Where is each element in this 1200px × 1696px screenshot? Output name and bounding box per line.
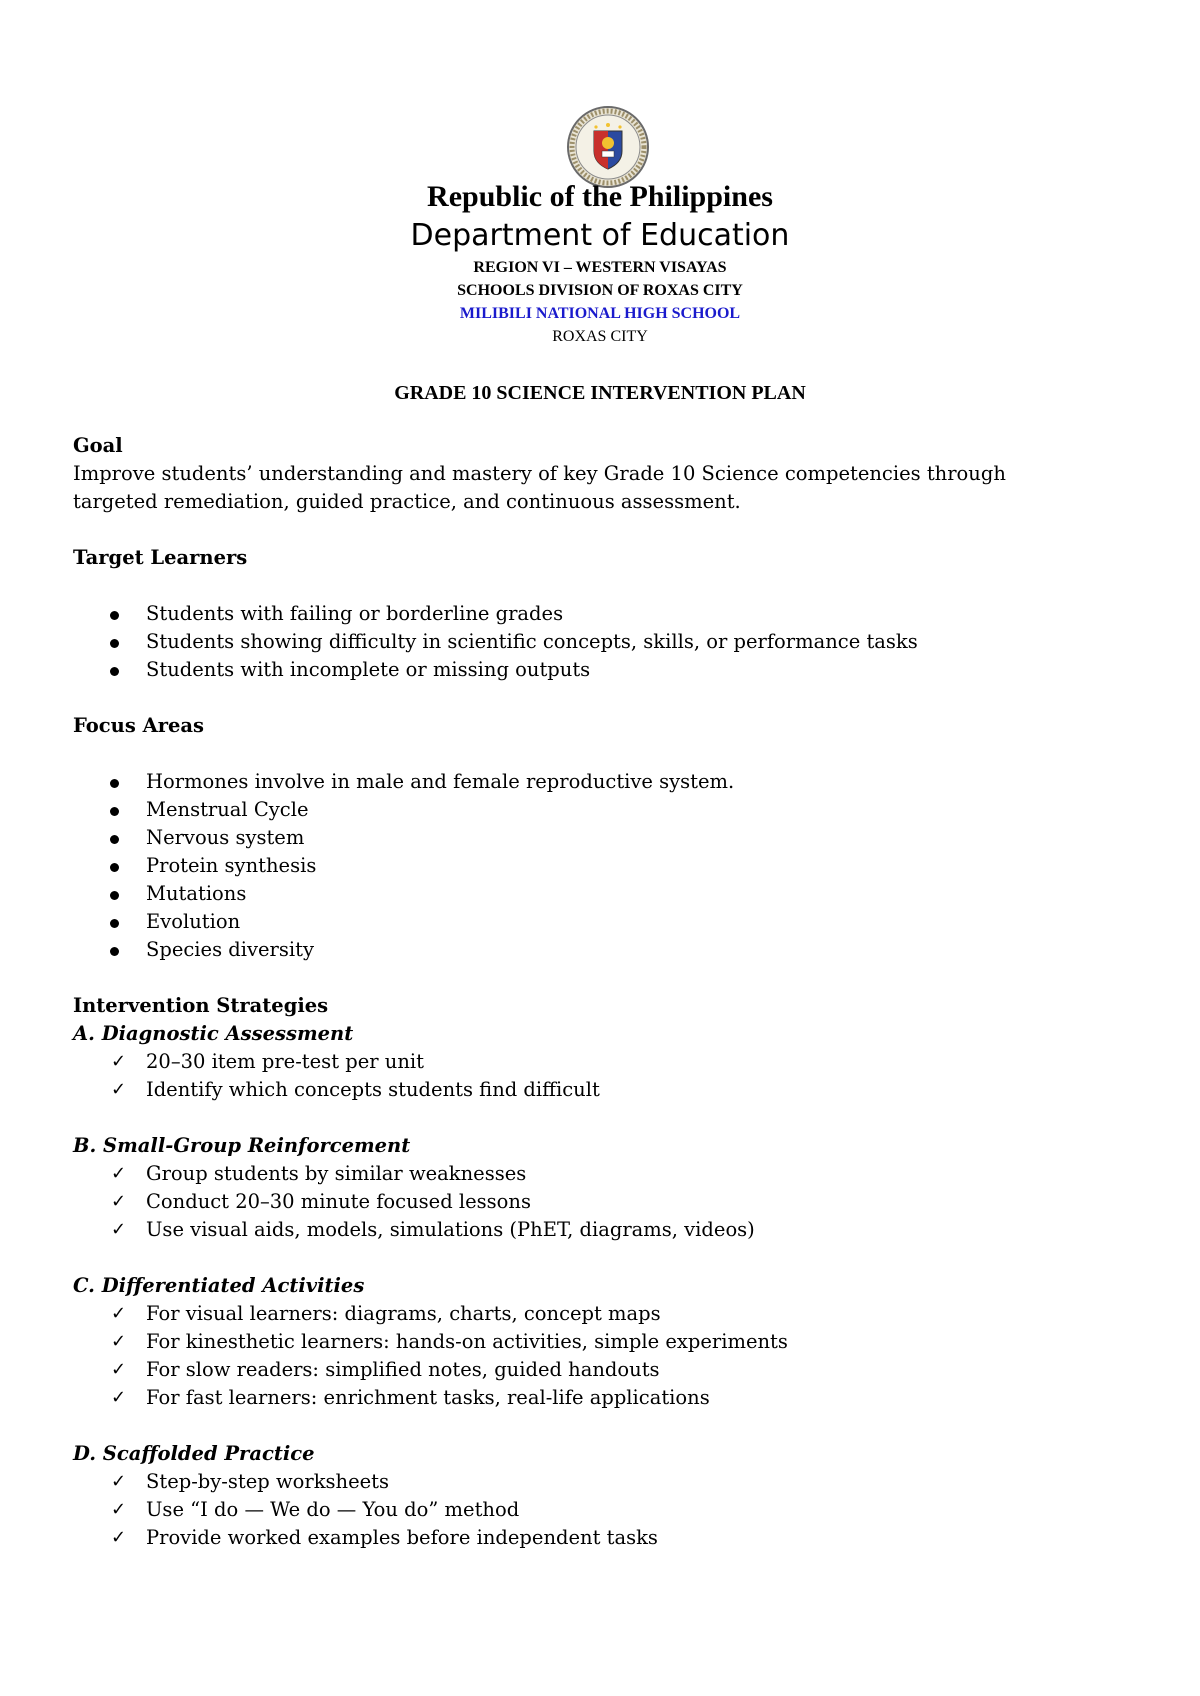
list-item — [73, 908, 1083, 936]
strategy-c-heading: C. Differentiated Activities — [73, 1274, 365, 1297]
checkmark-icon: ✓ — [111, 1303, 127, 1324]
list-item-text: Identify which concepts students find difficult — [146, 1078, 600, 1101]
document-title: GRADE 10 SCIENCE INTERVENTION PLAN — [394, 382, 806, 404]
focus-areas-heading: Focus Areas — [73, 714, 205, 737]
list-item — [73, 880, 1083, 908]
list-item-text: Conduct 20–30 minute focused lessons — [146, 1190, 531, 1213]
list-item — [73, 1468, 1083, 1496]
checkmark-icon: ✓ — [111, 1079, 127, 1100]
republic-heading: Republic of the Philippines — [427, 180, 773, 213]
strategies-heading: Intervention Strategies — [73, 994, 329, 1017]
list-item-text: Protein synthesis — [146, 854, 317, 877]
list-item — [73, 600, 1083, 628]
list-item-text: Provide worked examples before independent tasks — [146, 1526, 658, 1549]
list-item-text: Species diversity — [146, 938, 314, 961]
list-item-text: Step-by-step worksheets — [146, 1470, 390, 1493]
checkmark-icon: ✓ — [111, 1499, 127, 1520]
list-item — [73, 1048, 1083, 1076]
list-item-text: Students with incomplete or missing outputs — [146, 658, 591, 681]
checkmark-icon: ✓ — [111, 1359, 127, 1380]
checkmark-icon: ✓ — [111, 1191, 127, 1212]
document-body — [73, 432, 1083, 1552]
bullet-dot-icon — [110, 667, 119, 676]
checkmark-icon: ✓ — [111, 1331, 127, 1352]
strategy-c-list — [73, 1300, 1083, 1412]
list-item-text: Group students by similar weaknesses — [146, 1162, 527, 1185]
goal-heading: Goal — [73, 434, 123, 457]
list-item — [73, 628, 1083, 656]
bullet-dot-icon — [110, 891, 119, 900]
bullet-dot-icon — [110, 779, 119, 788]
strategy-a-heading: A. Diagnostic Assessment — [73, 1022, 354, 1045]
bullet-dot-icon — [110, 835, 119, 844]
list-item-text: Students with failing or borderline grades — [146, 602, 564, 625]
checkmark-icon: ✓ — [111, 1219, 127, 1240]
strategy-d-list — [73, 1468, 1083, 1552]
list-item — [73, 1496, 1083, 1524]
list-item — [73, 1188, 1083, 1216]
target-learners-list — [73, 600, 1083, 684]
list-item — [73, 1356, 1083, 1384]
list-item-text: Use “I do — We do — You do” method — [146, 1498, 520, 1521]
list-item — [73, 656, 1083, 684]
list-item — [73, 1216, 1083, 1244]
checkmark-icon: ✓ — [111, 1527, 127, 1548]
strategy-a-list — [73, 1048, 1083, 1104]
division-line: SCHOOLS DIVISION OF ROXAS CITY — [457, 282, 743, 299]
list-item-text: Menstrual Cycle — [146, 798, 309, 821]
school-name: MILIBILI NATIONAL HIGH SCHOOL — [459, 305, 741, 322]
checkmark-icon: ✓ — [111, 1051, 127, 1072]
list-item-text: Hormones involve in male and female reproductive system. — [146, 770, 735, 793]
list-item — [73, 824, 1083, 852]
bullet-dot-icon — [110, 919, 119, 928]
checkmark-icon: ✓ — [111, 1471, 127, 1492]
list-item-text: Evolution — [146, 910, 241, 933]
goal-text: Improve students’ understanding and mastery of key Grade 10 Science competencies through targeted remediation, guided practice, and continuous assessment. — [73, 462, 1006, 513]
department-heading: Department of Education — [410, 218, 790, 253]
list-item — [73, 1300, 1083, 1328]
strategy-b-list — [73, 1160, 1083, 1244]
bullet-dot-icon — [110, 807, 119, 816]
list-item-text: Mutations — [146, 882, 247, 905]
strategy-b-heading: B. Small-Group Reinforcement — [73, 1134, 411, 1157]
list-item — [73, 1076, 1083, 1104]
region-line: REGION VI – WESTERN VISAYAS — [473, 259, 727, 276]
list-item — [73, 796, 1083, 824]
deped-seal-icon — [566, 105, 650, 189]
bullet-dot-icon — [110, 639, 119, 648]
list-item-text: Students showing difficulty in scientific concepts, skills, or performance tasks — [146, 630, 918, 653]
list-item-text: For visual learners: diagrams, charts, concept maps — [146, 1302, 661, 1325]
list-item-text: For slow readers: simplified notes, guided handouts — [146, 1358, 660, 1381]
bullet-dot-icon — [110, 611, 119, 620]
city-line: ROXAS CITY — [552, 328, 648, 345]
strategy-d-heading: D. Scaffolded Practice — [73, 1442, 315, 1465]
list-item — [73, 1524, 1083, 1552]
target-learners-heading: Target Learners — [73, 546, 248, 569]
bullet-dot-icon — [110, 947, 119, 956]
list-item — [73, 936, 1083, 964]
list-item-text: Nervous system — [146, 826, 305, 849]
focus-areas-list — [73, 768, 1083, 964]
list-item — [73, 1384, 1083, 1412]
list-item-text: 20–30 item pre-test per unit — [146, 1050, 424, 1073]
list-item-text: For fast learners: enrichment tasks, real-life applications — [146, 1386, 710, 1409]
letterhead — [0, 178, 1200, 348]
list-item — [73, 1328, 1083, 1356]
list-item — [73, 768, 1083, 796]
checkmark-icon: ✓ — [111, 1163, 127, 1184]
checkmark-icon: ✓ — [111, 1387, 127, 1408]
list-item — [73, 1160, 1083, 1188]
list-item-text: For kinesthetic learners: hands-on activities, simple experiments — [146, 1330, 788, 1353]
list-item — [73, 852, 1083, 880]
list-item-text: Use visual aids, models, simulations (PhET, diagrams, videos) — [146, 1218, 755, 1241]
bullet-dot-icon — [110, 863, 119, 872]
